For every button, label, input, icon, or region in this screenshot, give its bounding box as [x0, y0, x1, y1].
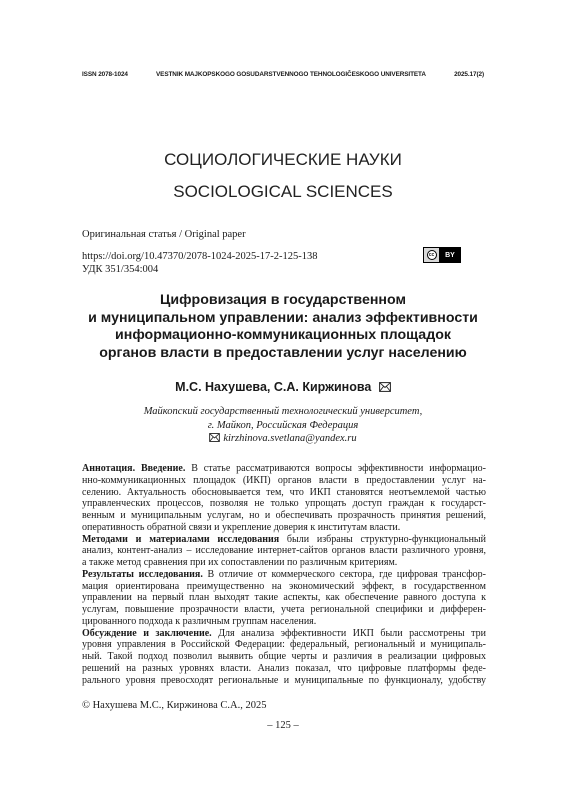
abstract-line: решений на разных уровнях власти. Анализ показал, что цифровые платформы феде- [82, 662, 486, 674]
abstract-line: венным и муниципальным услугам, но и обеспечивать прозрачность принятия решений, [82, 510, 486, 521]
article-title [60, 292, 506, 362]
envelope-icon [209, 433, 220, 442]
abstract-line: уровня управления в Российской Федерации: федеральный, региональный и муниципаль- [82, 639, 486, 651]
methods-label: Методами и материалами исследования [82, 533, 280, 545]
email-line [0, 432, 566, 446]
abstract-line: селению. Актуальность обосновывается тем, что ИКП становятся неотъемлемой частью [82, 486, 486, 498]
email[interactable]: kirzhinova.svetlana@yandex.ru [223, 433, 357, 444]
results-label: Результаты исследования. [82, 568, 203, 580]
abstract-line: управлении на первый план выходят такие аспекты, как обеспечение равного доступа к [82, 592, 486, 604]
intro-label: Введение. [140, 463, 186, 474]
abstract-line: нно-коммуникационных площадок (ИКП) органов власти в предоставлении услуг на- [82, 474, 486, 486]
section-title-en: SOCIOLOGICAL SCIENCES [173, 182, 393, 201]
abstract-line: Методами и материалами исследования были избраны структурно-функциональный [82, 533, 486, 545]
abstract-line: оперативность обратной связи и укрепление доверия к институтам власти. [82, 521, 401, 533]
udk-code: УДК 351/354:004 [82, 264, 159, 275]
annotation-label: Аннотация. [82, 463, 136, 474]
paper-type: Оригинальная статья / Original paper [82, 229, 246, 240]
title-line: органов власти в предоставлении услуг населению [99, 344, 467, 361]
page-number: – 125 – [267, 720, 299, 731]
authors: М.С. Нахушева, С.А. Киржинова [175, 380, 372, 394]
abstract-line: а также метод сравнения при их сопоставлении по различным критериям. [82, 557, 398, 568]
abstract-line: Обсуждение и заключение. Для анализа эффективности ИКП были рассмотрены три [82, 627, 486, 639]
title-line: Цифровизация в государственном [160, 292, 406, 308]
envelope-icon [379, 382, 391, 392]
running-header [82, 71, 484, 78]
issue-number: 2025.17(2) [454, 71, 484, 78]
section-title-ru: СОЦИОЛОГИЧЕСКИЕ НАУКИ [164, 150, 402, 169]
title-line: и муниципальном управлении: анализ эффективности [88, 309, 478, 326]
abstract [82, 463, 486, 686]
abstract-line: управленческих процессов, позволяя не только упрощать доступ граждан к государст- [82, 498, 486, 510]
abstract-line: цированного подхода к различным группам населения. [82, 615, 317, 627]
cc-label: cc [427, 250, 437, 260]
abstract-line: рального уровня превосходят региональные и муниципальные по функционалу, удобству [82, 674, 486, 686]
abstract-line: услугам, повышение прозрачности власти, учета региональной специфики и дифферен- [82, 604, 486, 615]
abstract-line: ный. Такой подход позволил выявить общие черты и различия в реализации цифровых [82, 651, 486, 662]
title-line: информационно-коммуникационных площадок [115, 327, 451, 343]
discussion-label: Обсуждение и заключение. [82, 627, 212, 639]
by-label: BY [440, 248, 460, 262]
affiliation [0, 405, 566, 446]
journal-name: VESTNIK MAJKOPSKOGO GOSUDARSTVENNOGO TEHNOLOGIČESKOGO UNIVERSITETA [156, 71, 426, 78]
issn: ISSN 2078-1024 [82, 71, 128, 78]
city: г. Майкоп, Российская Федерация [207, 419, 359, 431]
abstract-line: Результаты исследования. В отличие от коммерческого сектора, где цифровая трансфор- [82, 568, 486, 580]
abstract-line: анализ, контент-анализ – исследование интернет-сайтов органов власти различного уровня, [82, 545, 486, 557]
abstract-line: мация ориентирована преимущественно на экономический эффект, в государственном [82, 580, 486, 592]
cc-by-license-icon[interactable] [423, 247, 461, 263]
authors-line [0, 380, 566, 394]
copyright: © Нахушева М.С., Киржинова С.А., 2025 [82, 700, 267, 711]
abstract-line: Аннотация. Введение. В статье рассматриваются вопросы эффективности информацио- [82, 463, 486, 474]
doi-link[interactable]: https://doi.org/10.47370/2078-1024-2025-17-2-125-138 [82, 251, 318, 262]
university: Майкопский государственный технологический университет, [143, 406, 423, 417]
